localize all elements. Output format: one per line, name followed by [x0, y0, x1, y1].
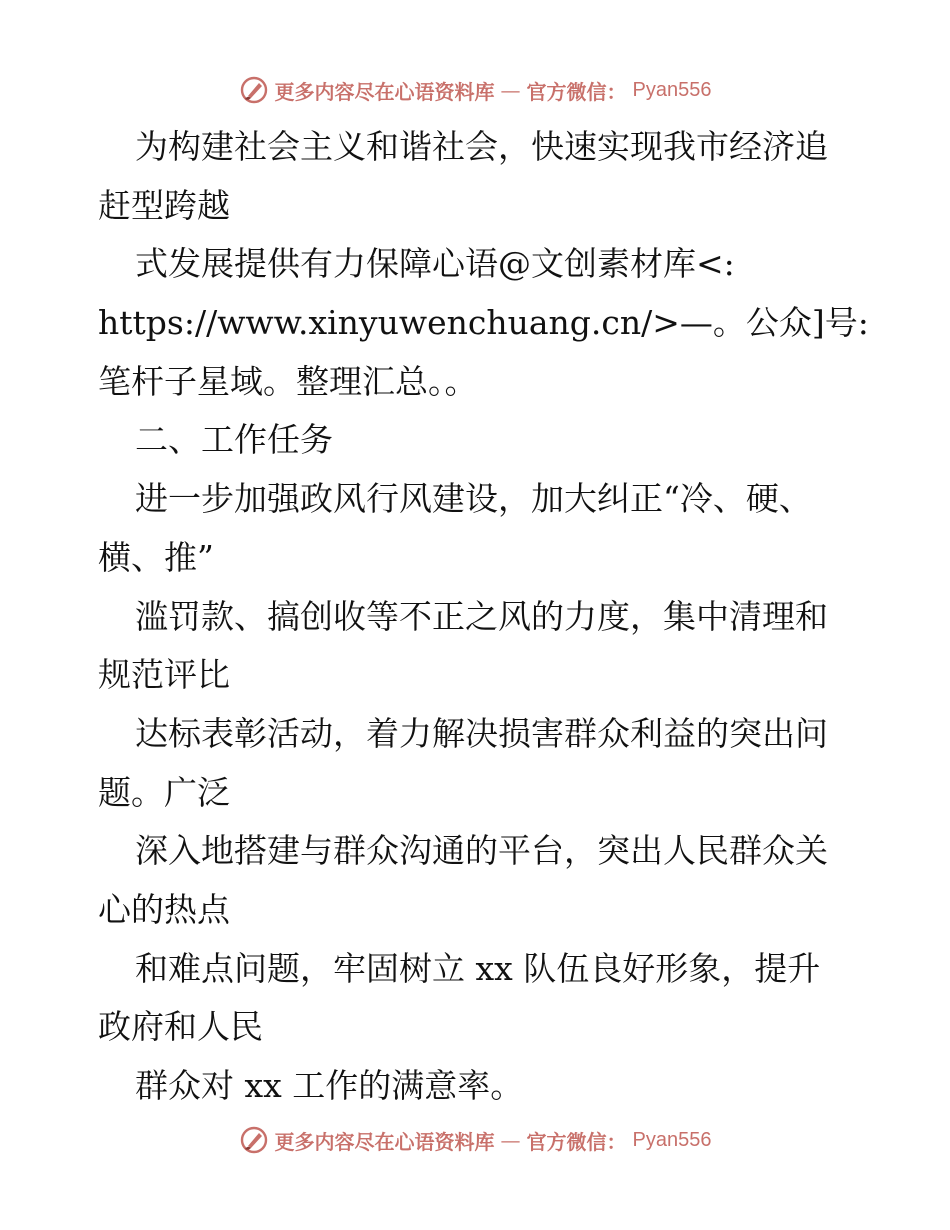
- footer-banner: [0, 1120, 950, 1160]
- banner-main-text: 更多内容尽在心语资料库: [274, 79, 495, 104]
- text-line: 题。广泛: [98, 772, 230, 812]
- text-line: 规范评比: [98, 655, 230, 695]
- banner-wechat-label: 官方微信：: [526, 79, 627, 104]
- text-line: 达标表彰活动，着力解决损害群众利益的突出问: [135, 713, 828, 753]
- banner-wechat-id: Pyan556: [632, 78, 712, 101]
- banner-dash: —: [500, 78, 521, 102]
- text-line: 笔杆子星域。整理汇总。。: [98, 361, 478, 401]
- banner-dash: —: [500, 1128, 521, 1152]
- brush-logo-icon: [239, 75, 269, 105]
- header-banner: [0, 70, 950, 110]
- text-line: 和难点问题，牢固树立 xx 队伍良好形象，提升: [135, 948, 821, 988]
- banner-wechat-label: 官方微信：: [526, 1129, 627, 1154]
- text-line: 群众对 xx 工作的满意率。: [135, 1066, 524, 1105]
- text-line: https://www.xinyuwenchuang.cn/>—。公众]号:: [98, 303, 869, 343]
- banner-main-text: 更多内容尽在心语资料库: [274, 1129, 495, 1154]
- brush-logo-icon: [239, 1125, 269, 1155]
- text-line: 深入地搭建与群众沟通的平台，突出人民群众关: [135, 831, 828, 871]
- text-line: 政府和人民: [98, 1007, 263, 1047]
- text-line: 赶型跨越: [98, 185, 230, 225]
- text-line: 式发展提供有力保障心语@文创素材库<:: [135, 244, 735, 284]
- text-line: 为构建社会主义和谐社会，快速实现我市经济追: [135, 127, 828, 166]
- banner-wechat-id: Pyan556: [632, 1128, 712, 1151]
- text-line: 进一步加强政风行风建设，加大纠正“冷、硬、: [135, 479, 812, 519]
- text-line: 心的热点: [98, 889, 230, 929]
- text-line: 滥罚款、搞创收等不正之风的力度，集中清理和: [135, 596, 828, 636]
- document-body: [98, 118, 869, 1116]
- text-line: 横、推”: [98, 537, 214, 577]
- section-heading: 二、工作任务: [135, 420, 333, 460]
